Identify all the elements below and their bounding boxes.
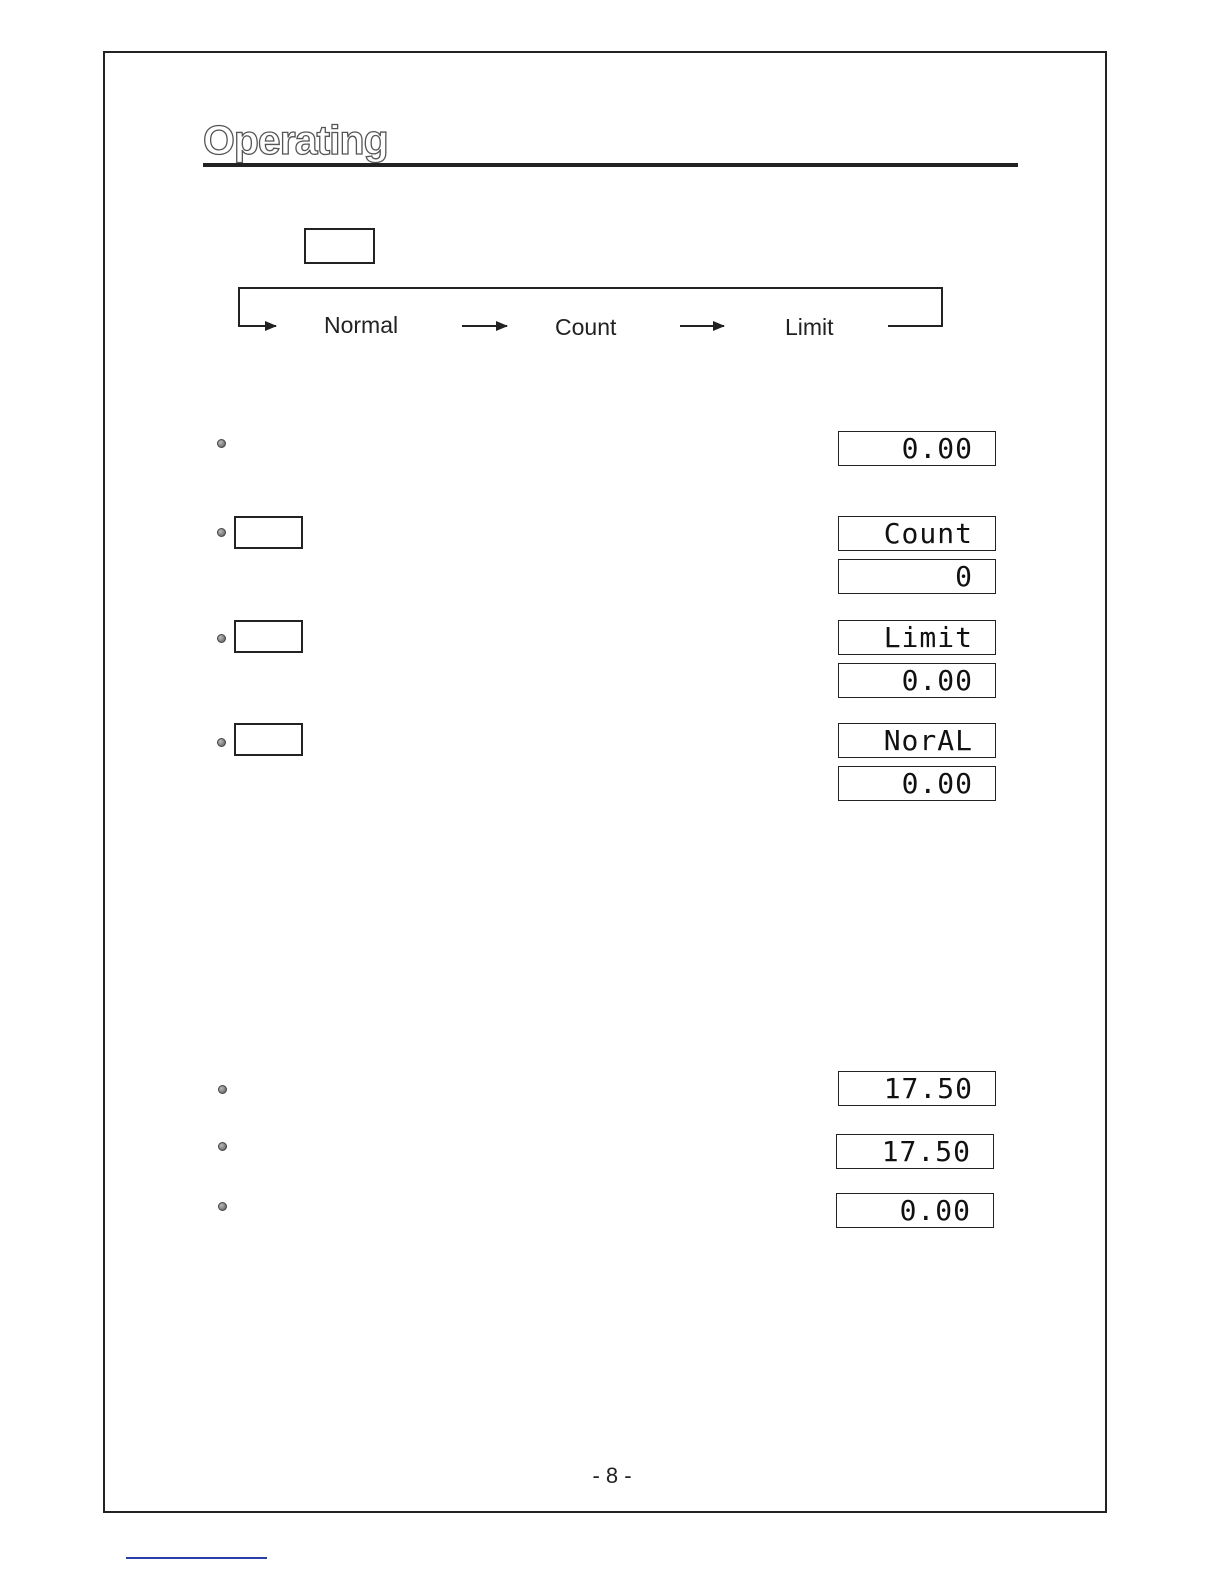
- mode-label-count: Count: [555, 314, 617, 340]
- lcd-display: Limit: [838, 620, 996, 655]
- bullet-icon: [218, 1202, 227, 1211]
- bullet-icon: [217, 634, 226, 643]
- lcd-display: NorAL: [838, 723, 996, 758]
- lcd-display: 17.50: [838, 1071, 996, 1106]
- lcd-display: 0.00: [836, 1193, 994, 1228]
- bullet-icon: [217, 439, 226, 448]
- link-underline[interactable]: [126, 1557, 267, 1559]
- section-title: Operating: [203, 117, 388, 163]
- lcd-display: 0.00: [838, 431, 996, 466]
- key-box[interactable]: [234, 723, 303, 756]
- lcd-display: 0.00: [838, 663, 996, 698]
- bullet-icon: [217, 738, 226, 747]
- bullet-icon: [217, 528, 226, 537]
- mode-label-normal: Normal: [324, 312, 399, 338]
- lcd-display: 0.00: [838, 766, 996, 801]
- lcd-display: 0: [838, 559, 996, 594]
- bullet-icon: [218, 1142, 227, 1151]
- mode-label-limit: Limit: [785, 314, 834, 340]
- lcd-display: 17.50: [836, 1134, 994, 1169]
- lcd-display: Count: [838, 516, 996, 551]
- key-box[interactable]: [234, 620, 303, 653]
- key-box[interactable]: [234, 516, 303, 549]
- bullet-icon: [218, 1085, 227, 1094]
- page-number: - 8 -: [592, 1463, 632, 1488]
